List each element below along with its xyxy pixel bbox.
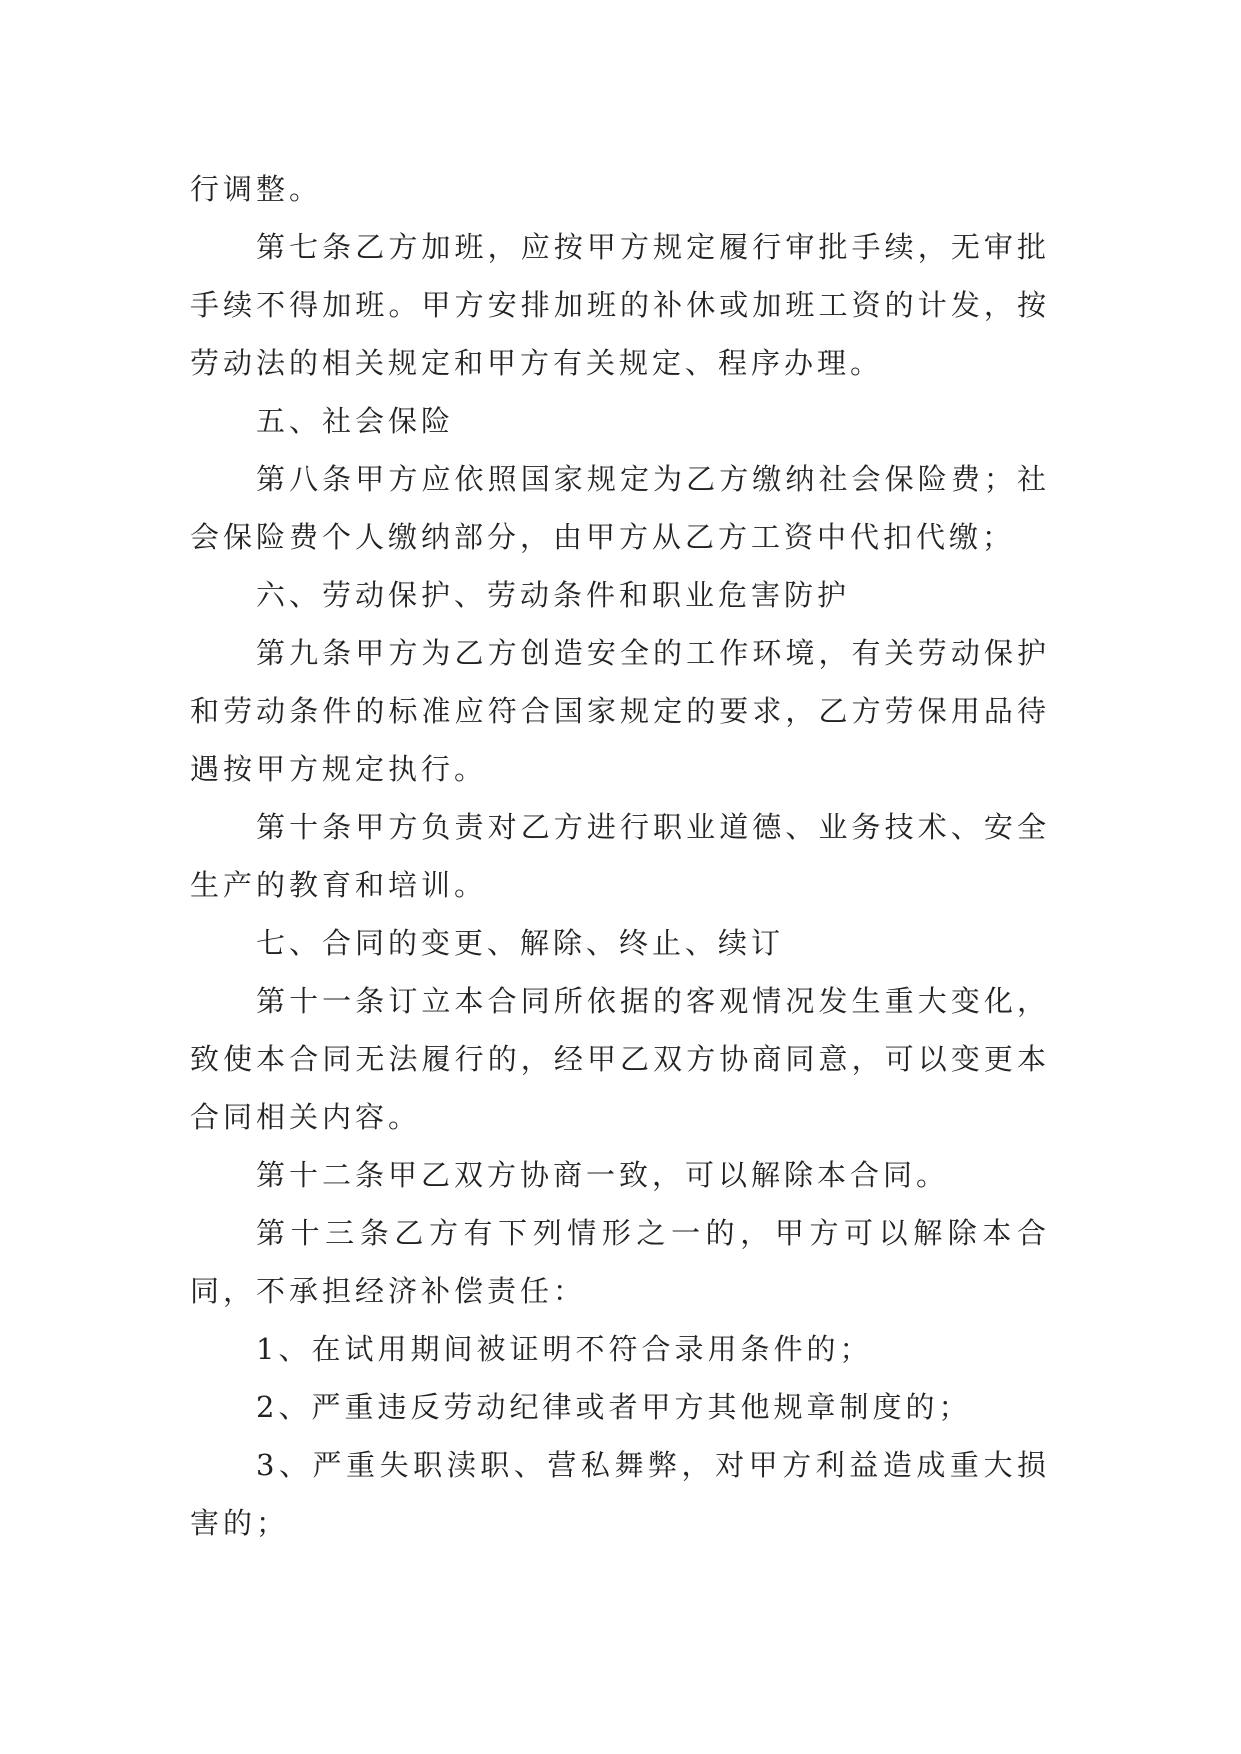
section-heading-contract-changes: 七、合同的变更、解除、终止、续订 xyxy=(256,926,785,960)
article-10: 第十条甲方负责对乙方进行职业道德、业务技术、安全生产的教育和培训。 xyxy=(190,810,1050,902)
section-heading-labor-protection: 六、劳动保护、劳动条件和职业危害防护 xyxy=(256,578,851,612)
article-9: 第九条甲方为乙方创造安全的工作环境，有关劳动保护和劳动条件的标准应符合国家规定的要求，乙方劳保用品待遇按甲方规定执行。 xyxy=(190,636,1050,786)
list-item-1: 1、在试用期间被证明不符合录用条件的； xyxy=(256,1332,873,1366)
article-7: 第七条乙方加班，应按甲方规定履行审批手续，无审批手续不得加班。甲方安排加班的补休或加班工资的计发，按劳动法的相关规定和甲方有关规定、程序办理。 xyxy=(190,230,1050,380)
article-12: 第十二条甲乙双方协商一致，可以解除本合同。 xyxy=(256,1158,950,1192)
article-13: 第十三条乙方有下列情形之一的，甲方可以解除本合同，不承担经济补偿责任： xyxy=(190,1216,1050,1308)
section-heading-social-insurance: 五、社会保险 xyxy=(256,404,455,438)
document-body xyxy=(190,160,1050,1552)
article-11: 第十一条订立本合同所依据的客观情况发生重大变化，致使本合同无法履行的，经甲乙双方协商同意，可以变更本合同相关内容。 xyxy=(190,984,1050,1134)
list-item-3: 3、严重失职渎职、营私舞弊，对甲方利益造成重大损害的； xyxy=(190,1448,1050,1540)
article-8: 第八条甲方应依照国家规定为乙方缴纳社会保险费；社会保险费个人缴纳部分，由甲方从乙方工资中代扣代缴； xyxy=(190,462,1050,554)
list-item-2: 2、严重违反劳动纪律或者甲方其他规章制度的； xyxy=(256,1390,972,1424)
paragraph-continuation: 行调整。 xyxy=(190,172,323,206)
